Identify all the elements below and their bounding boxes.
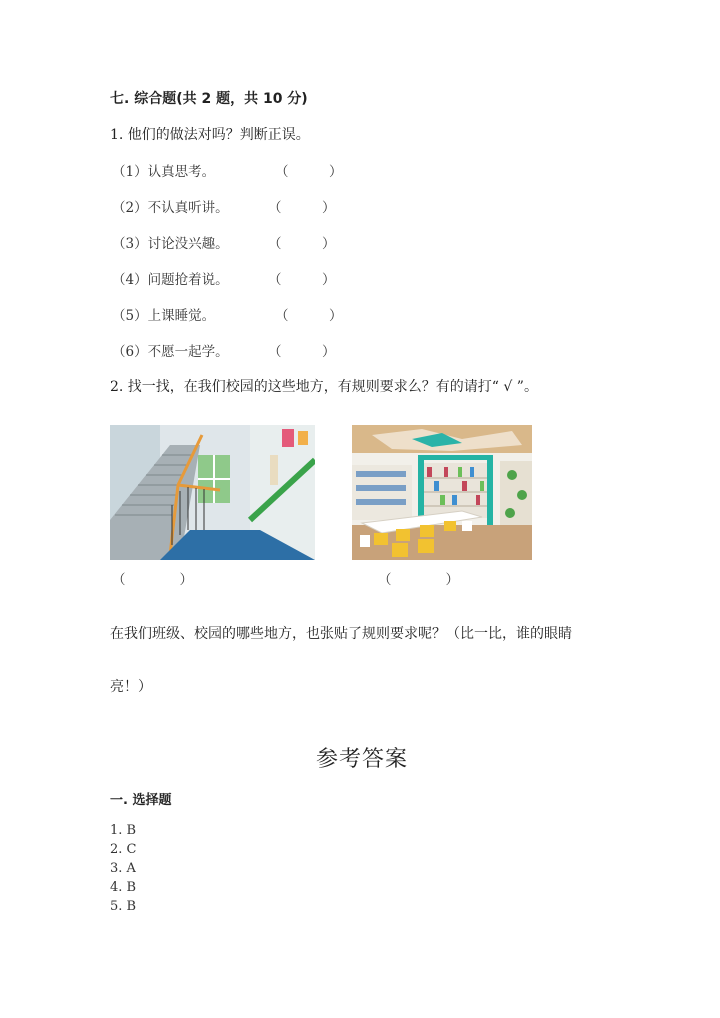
answer-item-1: 1. B <box>110 823 137 838</box>
q2-followup-line-2: 亮！） <box>110 679 152 695</box>
library-photo <box>352 425 532 560</box>
question-2-prompt: 2. 找一找，在我们校园的这些地方，有规则要求么？有的请打“ √ ”。 <box>110 379 538 395</box>
staircase-photo <box>110 425 315 560</box>
q1-item-5: （5）上课睡觉。 <box>112 308 216 324</box>
q1-item-4: （4）问题抢着说。 <box>112 272 229 288</box>
q1-answer-blank-3[interactable]: （ ） <box>268 236 336 252</box>
q1-item-2: （2）不认真听讲。 <box>112 200 229 216</box>
q1-item-1: （1）认真思考。 <box>112 164 216 180</box>
q1-answer-blank-4[interactable]: （ ） <box>268 272 336 288</box>
answer-item-3: 3. A <box>110 861 136 876</box>
q1-answer-blank-2[interactable]: （ ） <box>268 200 336 216</box>
q1-answer-blank-1[interactable]: （ ） <box>275 164 343 180</box>
q1-answer-blank-5[interactable]: （ ） <box>275 308 343 324</box>
answer-item-2: 2. C <box>110 842 137 857</box>
q2-followup-line-1: 在我们班级、校园的哪些地方，也张贴了规则要求呢？（比一比，谁的眼睛 <box>110 626 572 642</box>
q1-answer-blank-6[interactable]: （ ） <box>268 344 336 360</box>
answers-title: 参考答案 <box>316 747 409 772</box>
q1-item-6: （6）不愿一起学。 <box>112 344 229 360</box>
answers-section-1-title: 一. 选择题 <box>110 793 172 808</box>
answer-item-5: 5. B <box>110 899 137 914</box>
q2-answer-blank-staircase[interactable]: （ ） <box>112 572 193 588</box>
q2-answer-blank-library[interactable]: （ ） <box>378 572 459 588</box>
answer-item-4: 4. B <box>110 880 137 895</box>
section-title: 七. 综合题(共 2 题，共 10 分) <box>110 91 308 107</box>
question-1-prompt: 1. 他们的做法对吗？判断正误。 <box>110 127 310 143</box>
q1-item-3: （3）讨论没兴趣。 <box>112 236 229 252</box>
